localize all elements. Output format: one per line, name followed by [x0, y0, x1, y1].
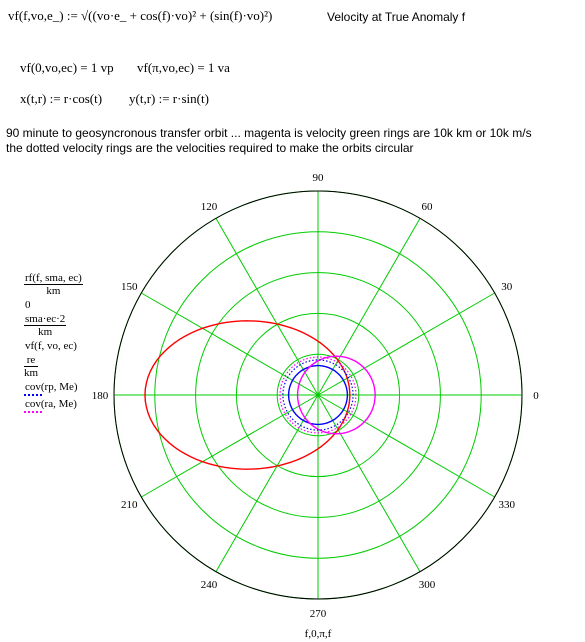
grid-spoke	[216, 218, 318, 395]
legend-num: re	[26, 354, 36, 366]
angle-label: 90	[312, 172, 324, 184]
vf-formula-text: vf(f,vo,e_) := √((vo·e_ + cos(f)·vo)² + (sin(f)·vo)²)	[8, 8, 273, 23]
legend-num: sma·ec·2	[25, 313, 66, 325]
angle-label: 120	[200, 201, 218, 214]
angle-label: 240	[200, 578, 218, 591]
angle-label: 30	[501, 281, 513, 293]
angle-label: 210	[120, 499, 138, 511]
grid-spoke	[141, 293, 318, 395]
legend-den: km	[38, 326, 53, 338]
angle-label: 0	[533, 390, 539, 402]
legend-num: cov(rp, Me)	[25, 381, 78, 393]
y-definition: y(t,r) := r·sin(t)	[129, 91, 209, 106]
angle-label: 60	[421, 201, 433, 214]
grid-spoke	[318, 293, 495, 395]
angle-label: 300	[418, 578, 436, 591]
vf-apogee-result: vf(π,vo,ec) = 1 va	[137, 60, 230, 75]
vf-perigee-result: vf(0,vo,ec) = 1 vp	[20, 60, 114, 75]
caption-line-1: 90 minute to geosyncronous transfer orbit ... magenta is velocity green rings are 10k km or 10k m/s	[6, 126, 532, 140]
x-axis-label: f,0,π,f	[304, 628, 332, 640]
grid-spoke	[318, 395, 495, 497]
angle-label: 180	[91, 390, 109, 402]
grid-spoke	[318, 395, 420, 572]
legend-den: km	[46, 285, 61, 297]
angle-label: 330	[498, 499, 516, 511]
angle-label: 150	[120, 281, 138, 293]
grid-spokes	[114, 191, 522, 599]
caption-line-2: the dotted velocity rings are the velocities required to make the orbits circular	[6, 141, 414, 155]
legend-num: cov(ra, Me)	[25, 398, 77, 410]
legend-den: km	[24, 367, 39, 379]
legend-num: vf(f, vo, ec)	[25, 340, 77, 352]
grid-spoke	[216, 395, 318, 572]
x-definition: x(t,r) := r·cos(t)	[20, 91, 103, 106]
grid-spoke	[318, 218, 420, 395]
legend-num: 0	[25, 299, 31, 311]
angle-label: 270	[309, 608, 327, 620]
legend-num: rf(f, sma, ec)	[25, 272, 82, 284]
velocity-title: Velocity at True Anomaly f	[327, 10, 466, 24]
grid-spoke	[141, 395, 318, 497]
